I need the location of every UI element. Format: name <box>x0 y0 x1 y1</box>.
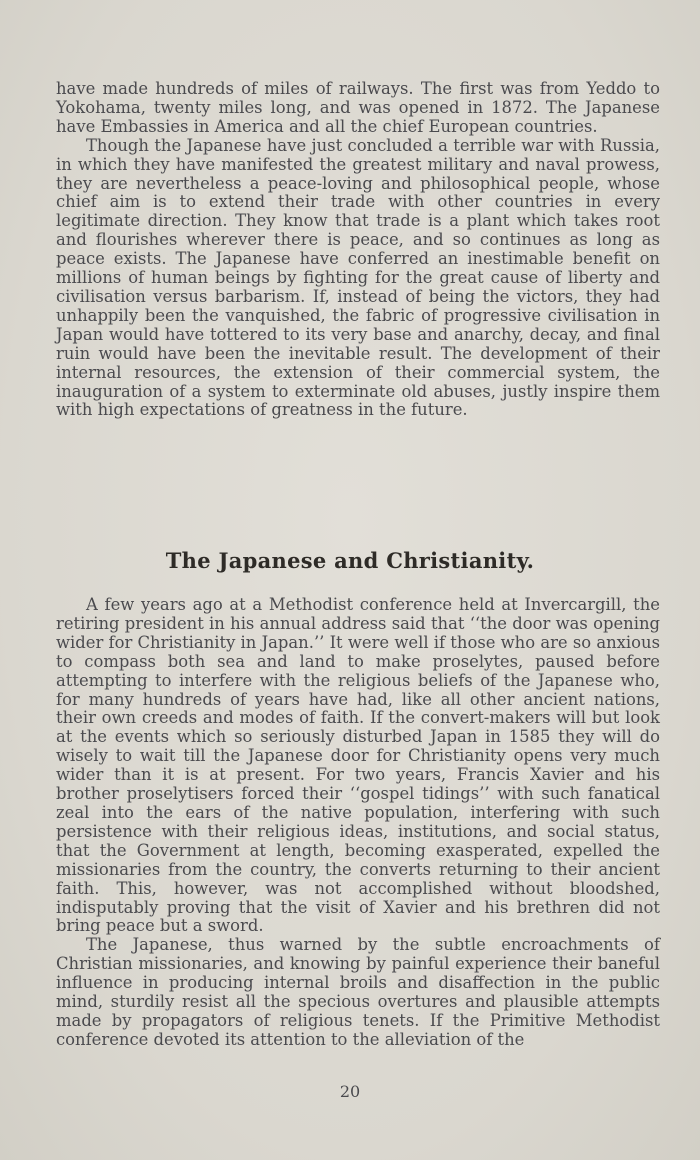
paragraph-railways: have made hundreds of miles of railways. The first was from Yeddo to Yokohama, twenty miles long, and was opened in 1872. The Japanese have Embassies in America and all the chief European countries. <box>56 79 660 136</box>
page-number: 20 <box>339 1082 361 1101</box>
paragraph-japanese-warned: The Japanese, thus warned by the subtle encroachments of Christian missionaries, and knowing by painful experience their baneful influence in producing internal broils and disaffection in the public mind, sturdily resist all the specious overtures and plausible attempts made by propagators of religious tenets. If the Primitive Methodist conference devoted its attention to the alleviation of the <box>56 935 660 1049</box>
paragraph-war-with-russia: Though the Japanese have just concluded a terrible war with Russia, in which they have manifested the greatest military and naval prowess, they are nevertheless a peace-loving and philosophical people, whose chief aim is to extend their trade with other countries in every legitimate direction. They know that trade is a plant which takes root and flourishes wherever there is peace, and so continues as long as peace exists. The Japanese have conferred an inestimable benefit on millions of human beings by fighting for the great cause of liberty and civilisation versus barbarism. If, instead of being the victors, they had unhappily been the vanquished, the fabric of progressive civilisation in Japan would have tottered to its very base and anarchy, decay, and final ruin would have been the inevitable result. The development of their internal resources, the extension of their commercial system, the inauguration of a system to exterminate old abuses, justly inspire them with high expectations of greatness in the future. <box>56 135 660 420</box>
paragraph-methodist-conference: A few years ago at a Methodist conference held at Invercargill, the retiring president in his annual address said that ‘‘the door was opening wider for Christianity in Japan.’’ It were well if those who are so anxious to compass both sea and land to make proselytes, paused before attempting to interfere with the religious beliefs of the Japanese who, for many hundreds of years have had, like all other ancient nations, their own creeds and modes of faith. If the convert-makers will but look at the events which so seriously disturbed Japan in 1585 they will do wisely to wait till the Japanese door for Christianity opens very much wider than it is at present. For two years, Francis Xavier and his brother proselytisers forced their ‘‘gospel tidings’’ with such fanatical zeal into the ears of the native population, interfering with such persistence with their religious ideas, institutions, and social status, that the Government at length, becoming exasperated, expelled the missionaries from the country, the converts returning to their ancient faith. This, however, was not accomplished without bloodshed, indisputably proving that the visit of Xavier and his brethren did not bring peace but a sword. <box>56 595 660 936</box>
section-heading: The Japanese and Christianity. <box>165 548 535 573</box>
bottom-text-block <box>56 596 660 1050</box>
top-text-block <box>56 80 660 420</box>
